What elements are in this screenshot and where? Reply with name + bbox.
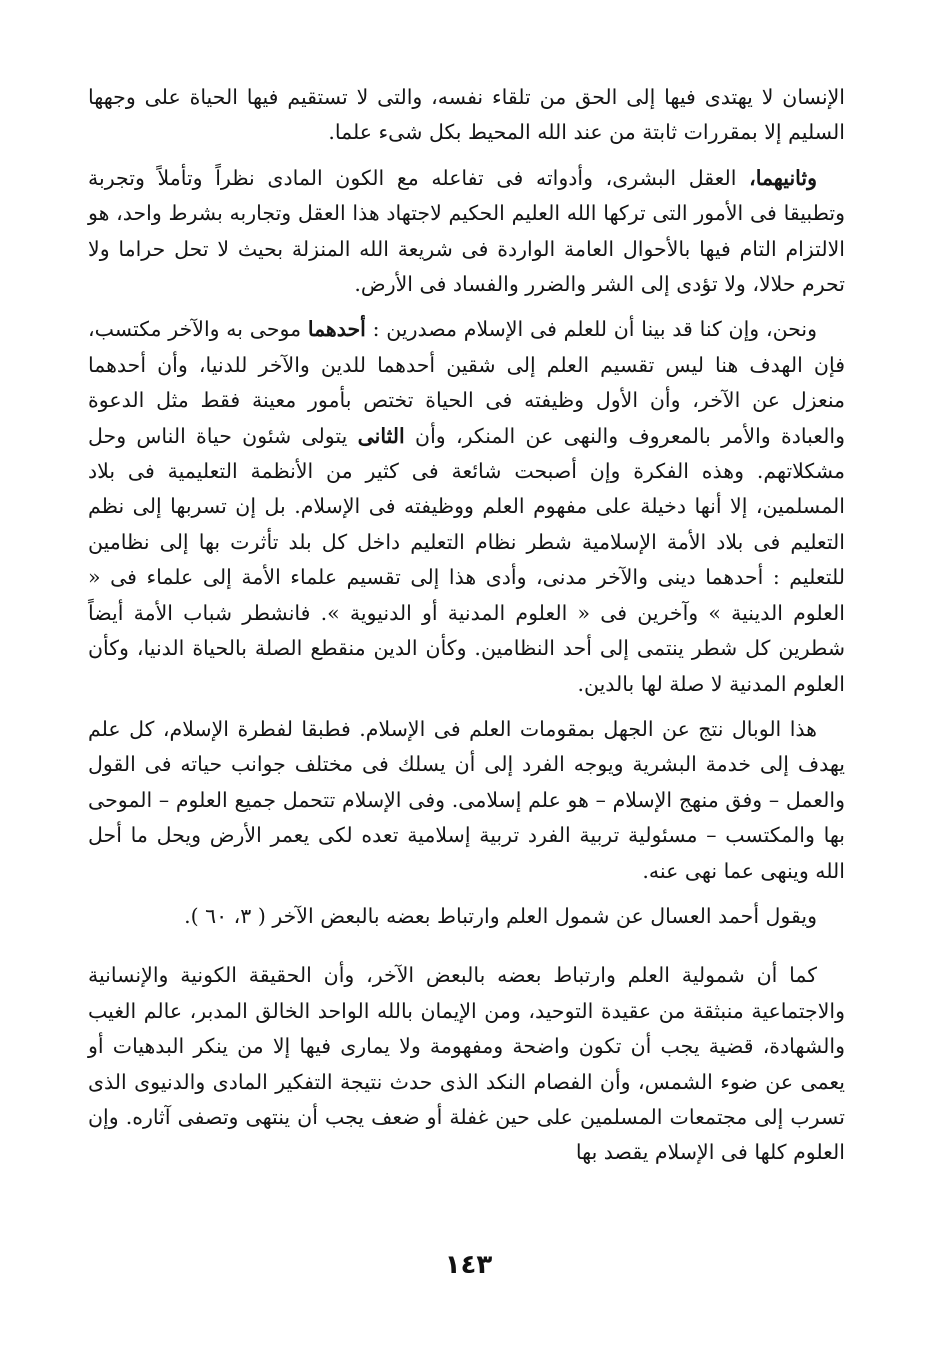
paragraph-3-before: ونحن، وإن كنا قد بينا أن للعلم فى الإسلام مصدرين : [365, 317, 818, 342]
paragraph-1 [88, 80, 845, 151]
paragraph-5-text: ويقول أحمد العسال عن شمول العلم وارتباط بعضه بالبعض الآخر ( ٣، ٦٠ ). [184, 903, 817, 928]
paragraph-gap [88, 944, 845, 958]
paragraph-2-lead: وثانيهما، [749, 165, 817, 190]
paragraph-3-bold-first: أحدهما [307, 317, 366, 342]
paragraph-3 [88, 312, 845, 701]
paragraph-6 [88, 958, 845, 1170]
paragraph-2 [88, 161, 845, 303]
paragraph-4 [88, 712, 845, 889]
paragraph-2-text: العقل البشرى، وأدواته فى تفاعله مع الكون المادى نظراً وتأملاً وتجربة وتطبيقا فى الأمور التى تركها الله العليم الحكيم لاجتهاد هذا العقل وتجاربه بشرط واحد، هو الالتزام التام فيها بالأحوال العامة الواردة فى شريعة الله المنزلة بحيث لا تحل حراما ولا تحرم حلالا، ولا تؤدى إلى الشر والضرر والفساد فى الأرض. [88, 165, 845, 297]
paragraph-5 [88, 899, 845, 934]
paragraph-3-after: يتولى شئون حياة الناس وحل مشكلاتهم. وهذه الفكرة وإن أصبحت شائعة فى كثير من الأنظمة التعليمية فى بلاد المسلمين، إلا أنها دخيلة على مفهوم العلم ووظيفته فى الإسلام. بل إن تسربها إلى نظم التعليم فى بلاد الأمة الإسلامية شطر نظام التعليم داخل كل بلد تأثرت بها إلى نظامين للتعليم : أحدهما دينى والآخر مدنى، وأدى هذا إلى تقسيم علماء الأمة إلى علماء فى « العلوم الدينية » وآخرين فى « العلوم المدنية أو الدنيوية ». فانشطر شباب الأمة أيضاً شطرين كل شطر ينتمى إلى أحد النظامين. وكأن الدين منقطع الصلة بالحياة الدنيا، وكأن العلوم المدنية لا صلة لها بالدين. [88, 423, 845, 696]
paragraph-6-text: كما أن شمولية العلم وارتباط بعضه بالبعض الآخر، وأن الحقيقة الكونية والإنسانية والاجتماعية منبثقة من عقيدة التوحيد، ومن الإيمان بالله الواحد الخالق المدبر، عالم الغيب والشهادة، قضية يجب أن تكون واضحة ومفهومة ولا يمارى فيها إلا من ينكر البدهيات أو يعمى عن ضوء الشمس، وأن الفصام النكد الذى حدث نتيجة التفكير المادى والدنيوى الذى تسرب إلى مجتمعات المسلمين على حين غفلة أو ضعف يجب أن ينتهى وتصفى آثاره. وإن العلوم كلها فى الإسلام يقصد بها [88, 963, 845, 1165]
page-number: ١٤٣ [444, 1250, 493, 1280]
paragraph-3-middle: موحى به والآخر مكتسب، فإن الهدف هنا ليس تقسيم العلم إلى شقين أحدهما للدين والآخر للدنيا، وأن أحدهما منعزل عن الآخر، وأن الأول وظيفته فى الحياة تختص بأمور معينة فقط مثل الدعوة والعبادة والأمر بالمعروف والنهى عن المنكر، وأن [88, 317, 846, 448]
paragraph-1-text: الإنسان لا يهتدى فيها إلى الحق من تلقاء نفسه، والتى لا تستقيم فيها الحياة على وجهها السليم إلا بمقررات ثابتة من عند الله المحيط بكل شىء علما. [88, 85, 845, 145]
paragraph-3-bold-second: الثانى [357, 423, 405, 448]
body-text [88, 80, 845, 1181]
paragraph-4-text: هذا الوبال نتج عن الجهل بمقومات العلم فى الإسلام. فطبقا لفطرة الإسلام، كل علم يهدف إلى خدمة البشرية ويوجه الفرد إلى أن يسلك فى مختلف جوانب حياته فى القول والعمل – وفق منهج الإسلام – هو علم إسلامى. وفى الإسلام تتحمل جميع العلوم – الموحى بها والمكتسب – مسئولية تربية الفرد تربية إسلامية تعده لكى يعمر الأرض ويحل ما أحل الله وينهى عما نهى عنه. [88, 716, 845, 883]
